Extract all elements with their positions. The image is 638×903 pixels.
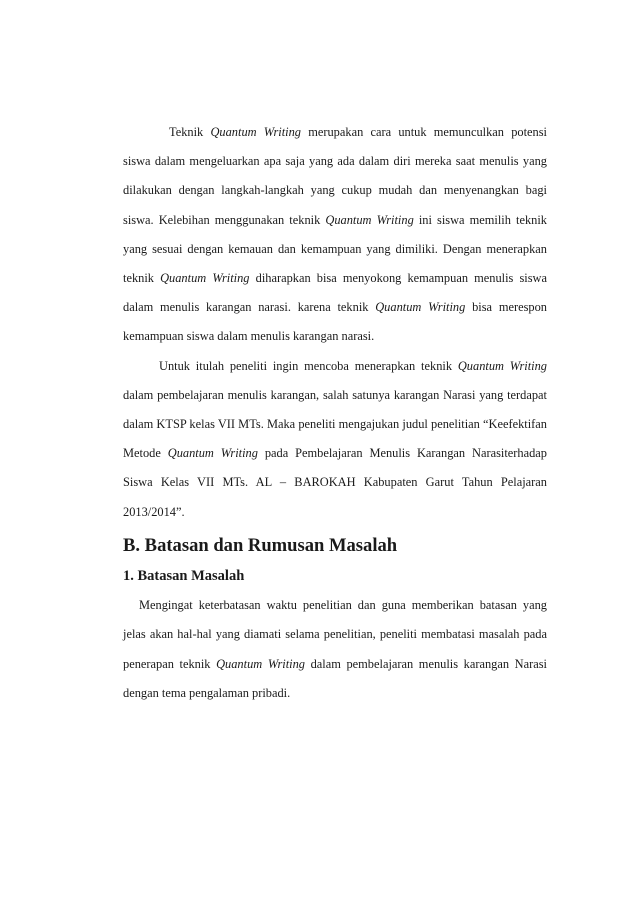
text-run: dalam pembelajaran menulis karangan Narasi dengan tema pengalaman pribadi. bbox=[123, 656, 547, 700]
italic-term: Quantum Writing bbox=[160, 271, 250, 286]
italic-term: Quantum Writing bbox=[216, 656, 305, 671]
text-run: dalam pembelajaran menulis karangan, salah satunya karangan Narasi yang terdapat dalam KTSP kelas VII MTs. Maka peneliti mengajukan judul penelitian “Keefektifan Metode bbox=[123, 387, 547, 461]
paragraph-problem-limitation bbox=[123, 591, 547, 708]
text-run: bisa merespon kemampuan siswa dalam menulis karangan narasi. bbox=[123, 300, 547, 344]
italic-term: Quantum Writing bbox=[167, 446, 258, 461]
italic-term: Quantum Writing bbox=[375, 300, 466, 315]
text-run: merupakan cara untuk memunculkan potensi siswa dalam mengeluarkan apa saja yang ada dalam diri mereka saat menulis yang dilakukan dengan langkah-langkah yang cukup mudah dan menyenangkan bagi siswa. Kelebihan menggunakan teknik bbox=[123, 125, 547, 227]
text-run: pada Pembelajaran Menulis Karangan Narasiterhadap Siswa Kelas VII MTs. AL – BAROKAH Kabupaten Garut Tahun Pelajaran 2013/2014”. bbox=[123, 446, 547, 519]
paragraph-quantum-writing-intro bbox=[123, 118, 547, 352]
text-run: Teknik bbox=[169, 125, 211, 139]
text-run: ini siswa memilih teknik yang sesuai dengan kemauan dan kemampuan yang dimiliki. Dengan menerapkan teknik bbox=[123, 212, 547, 286]
italic-term: Quantum Writing bbox=[457, 358, 547, 373]
italic-term: Quantum Writing bbox=[325, 212, 414, 227]
page-body bbox=[123, 118, 547, 708]
text-run: diharapkan bisa menyokong kemampuan menulis siswa dalam menulis karangan narasi. karena teknik bbox=[123, 271, 548, 315]
italic-term: Quantum Writing bbox=[210, 125, 301, 139]
text-run: Mengingat keterbatasan waktu penelitian dan guna memberikan batasan yang jelas akan hal-hal yang diamati selama penelitian, peneliti membatasi masalah pada penerapan teknik bbox=[123, 598, 547, 671]
subsection-heading-1: 1. Batasan Masalah bbox=[123, 568, 245, 585]
text-run: Untuk itulah peneliti ingin mencoba menerapkan teknik bbox=[159, 358, 458, 373]
section-heading-b: B. Batasan dan Rumusan Masalah bbox=[123, 534, 398, 556]
paragraph-research-title bbox=[123, 352, 547, 527]
